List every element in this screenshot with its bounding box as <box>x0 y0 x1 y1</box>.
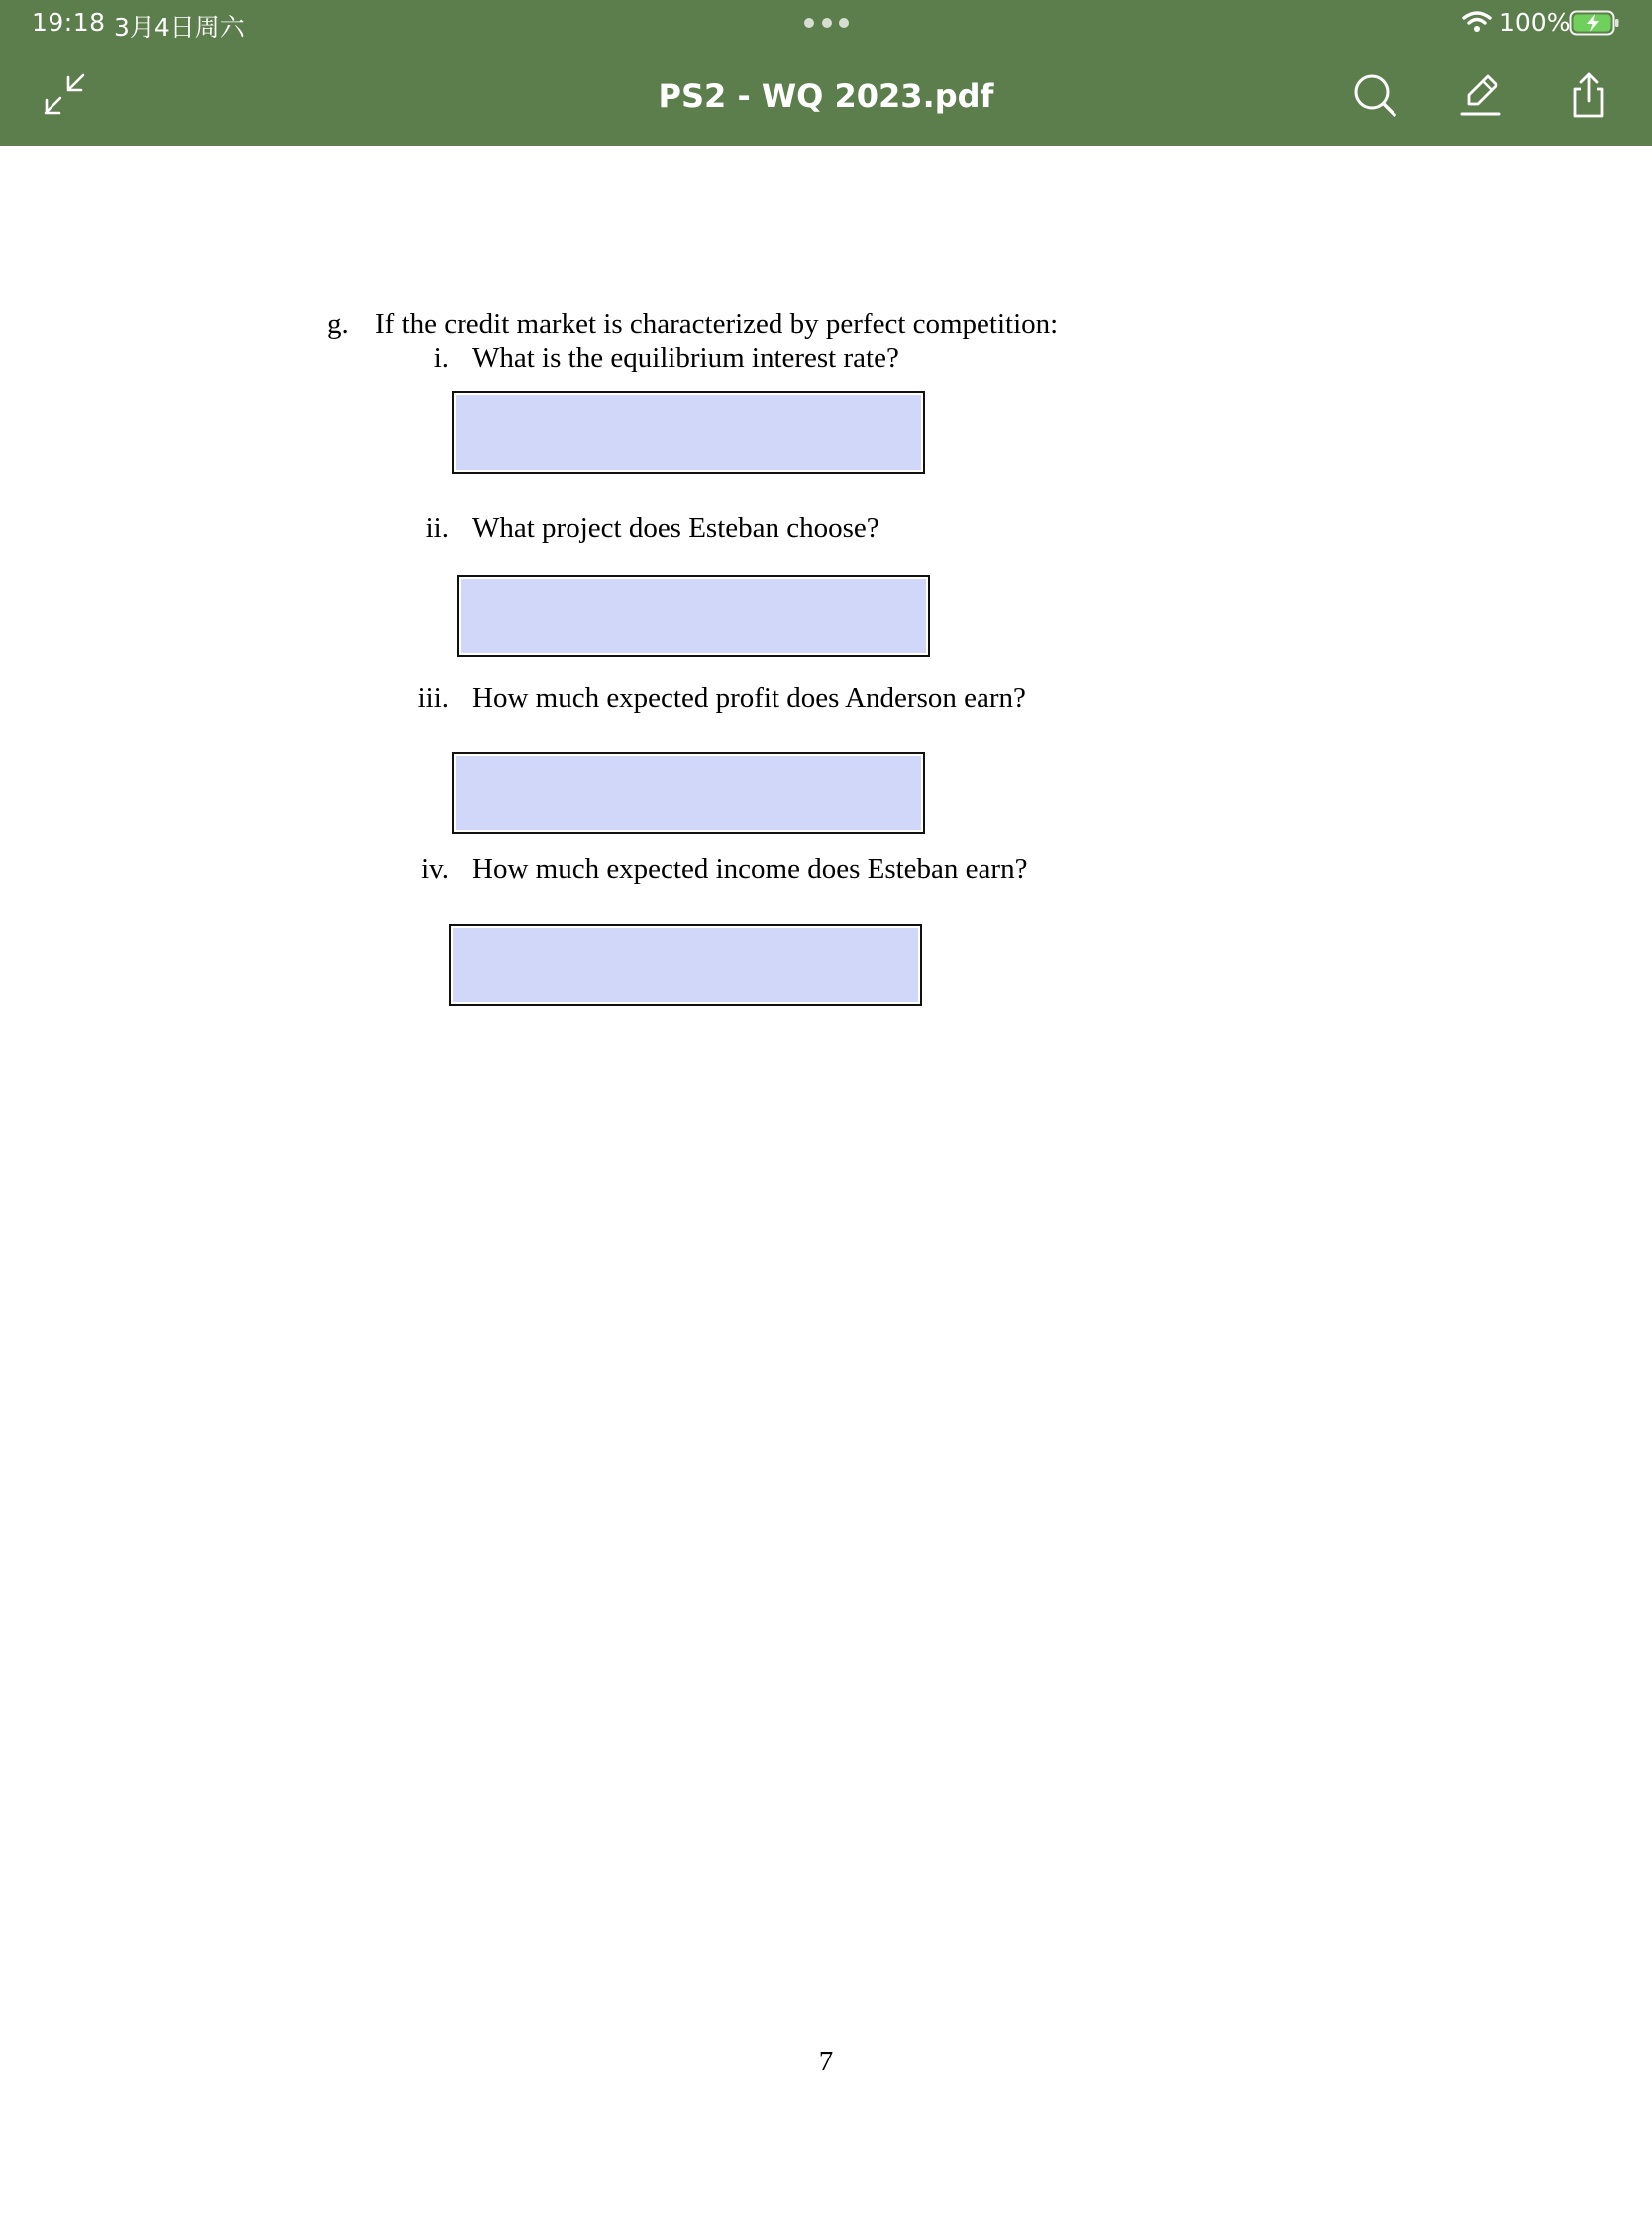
share-icon[interactable] <box>1565 71 1612 119</box>
search-icon[interactable] <box>1351 71 1398 119</box>
multitasking-dots-icon[interactable] <box>804 17 849 29</box>
part-question-text: How much expected income does Esteban earn? <box>472 853 1028 885</box>
part-question-text: What is the equilibrium interest rate? <box>472 342 899 373</box>
part-number: iv. <box>421 853 449 885</box>
wifi-icon <box>1462 10 1492 34</box>
battery-percentage: 100% <box>1499 8 1571 37</box>
part-number: i. <box>433 342 449 373</box>
question-text: If the credit market is characterized by perfect competition: <box>375 308 1059 340</box>
battery-charging-icon <box>1569 10 1620 36</box>
collapse-icon[interactable] <box>42 71 87 117</box>
part-question-text: What project does Esteban choose? <box>472 512 879 544</box>
answer-field-3[interactable] <box>452 752 925 834</box>
question-label: g. <box>327 308 349 340</box>
status-time: 19:18 <box>32 8 106 37</box>
part-question-text: How much expected profit does Anderson earn? <box>472 683 1026 714</box>
part-number: ii. <box>425 512 449 544</box>
document-title: PS2 - WQ 2023.pdf <box>658 77 994 115</box>
markup-pen-icon[interactable] <box>1458 71 1505 119</box>
pdf-page <box>0 146 1652 2216</box>
status-date: 3月4日周六 <box>114 13 245 42</box>
page-number: 7 <box>818 2046 834 2077</box>
app-toolbar <box>0 0 1652 146</box>
answer-field-2[interactable] <box>457 575 930 657</box>
answer-field-4[interactable] <box>449 924 922 1006</box>
part-number: iii. <box>417 683 449 714</box>
answer-field-1[interactable] <box>452 391 925 474</box>
